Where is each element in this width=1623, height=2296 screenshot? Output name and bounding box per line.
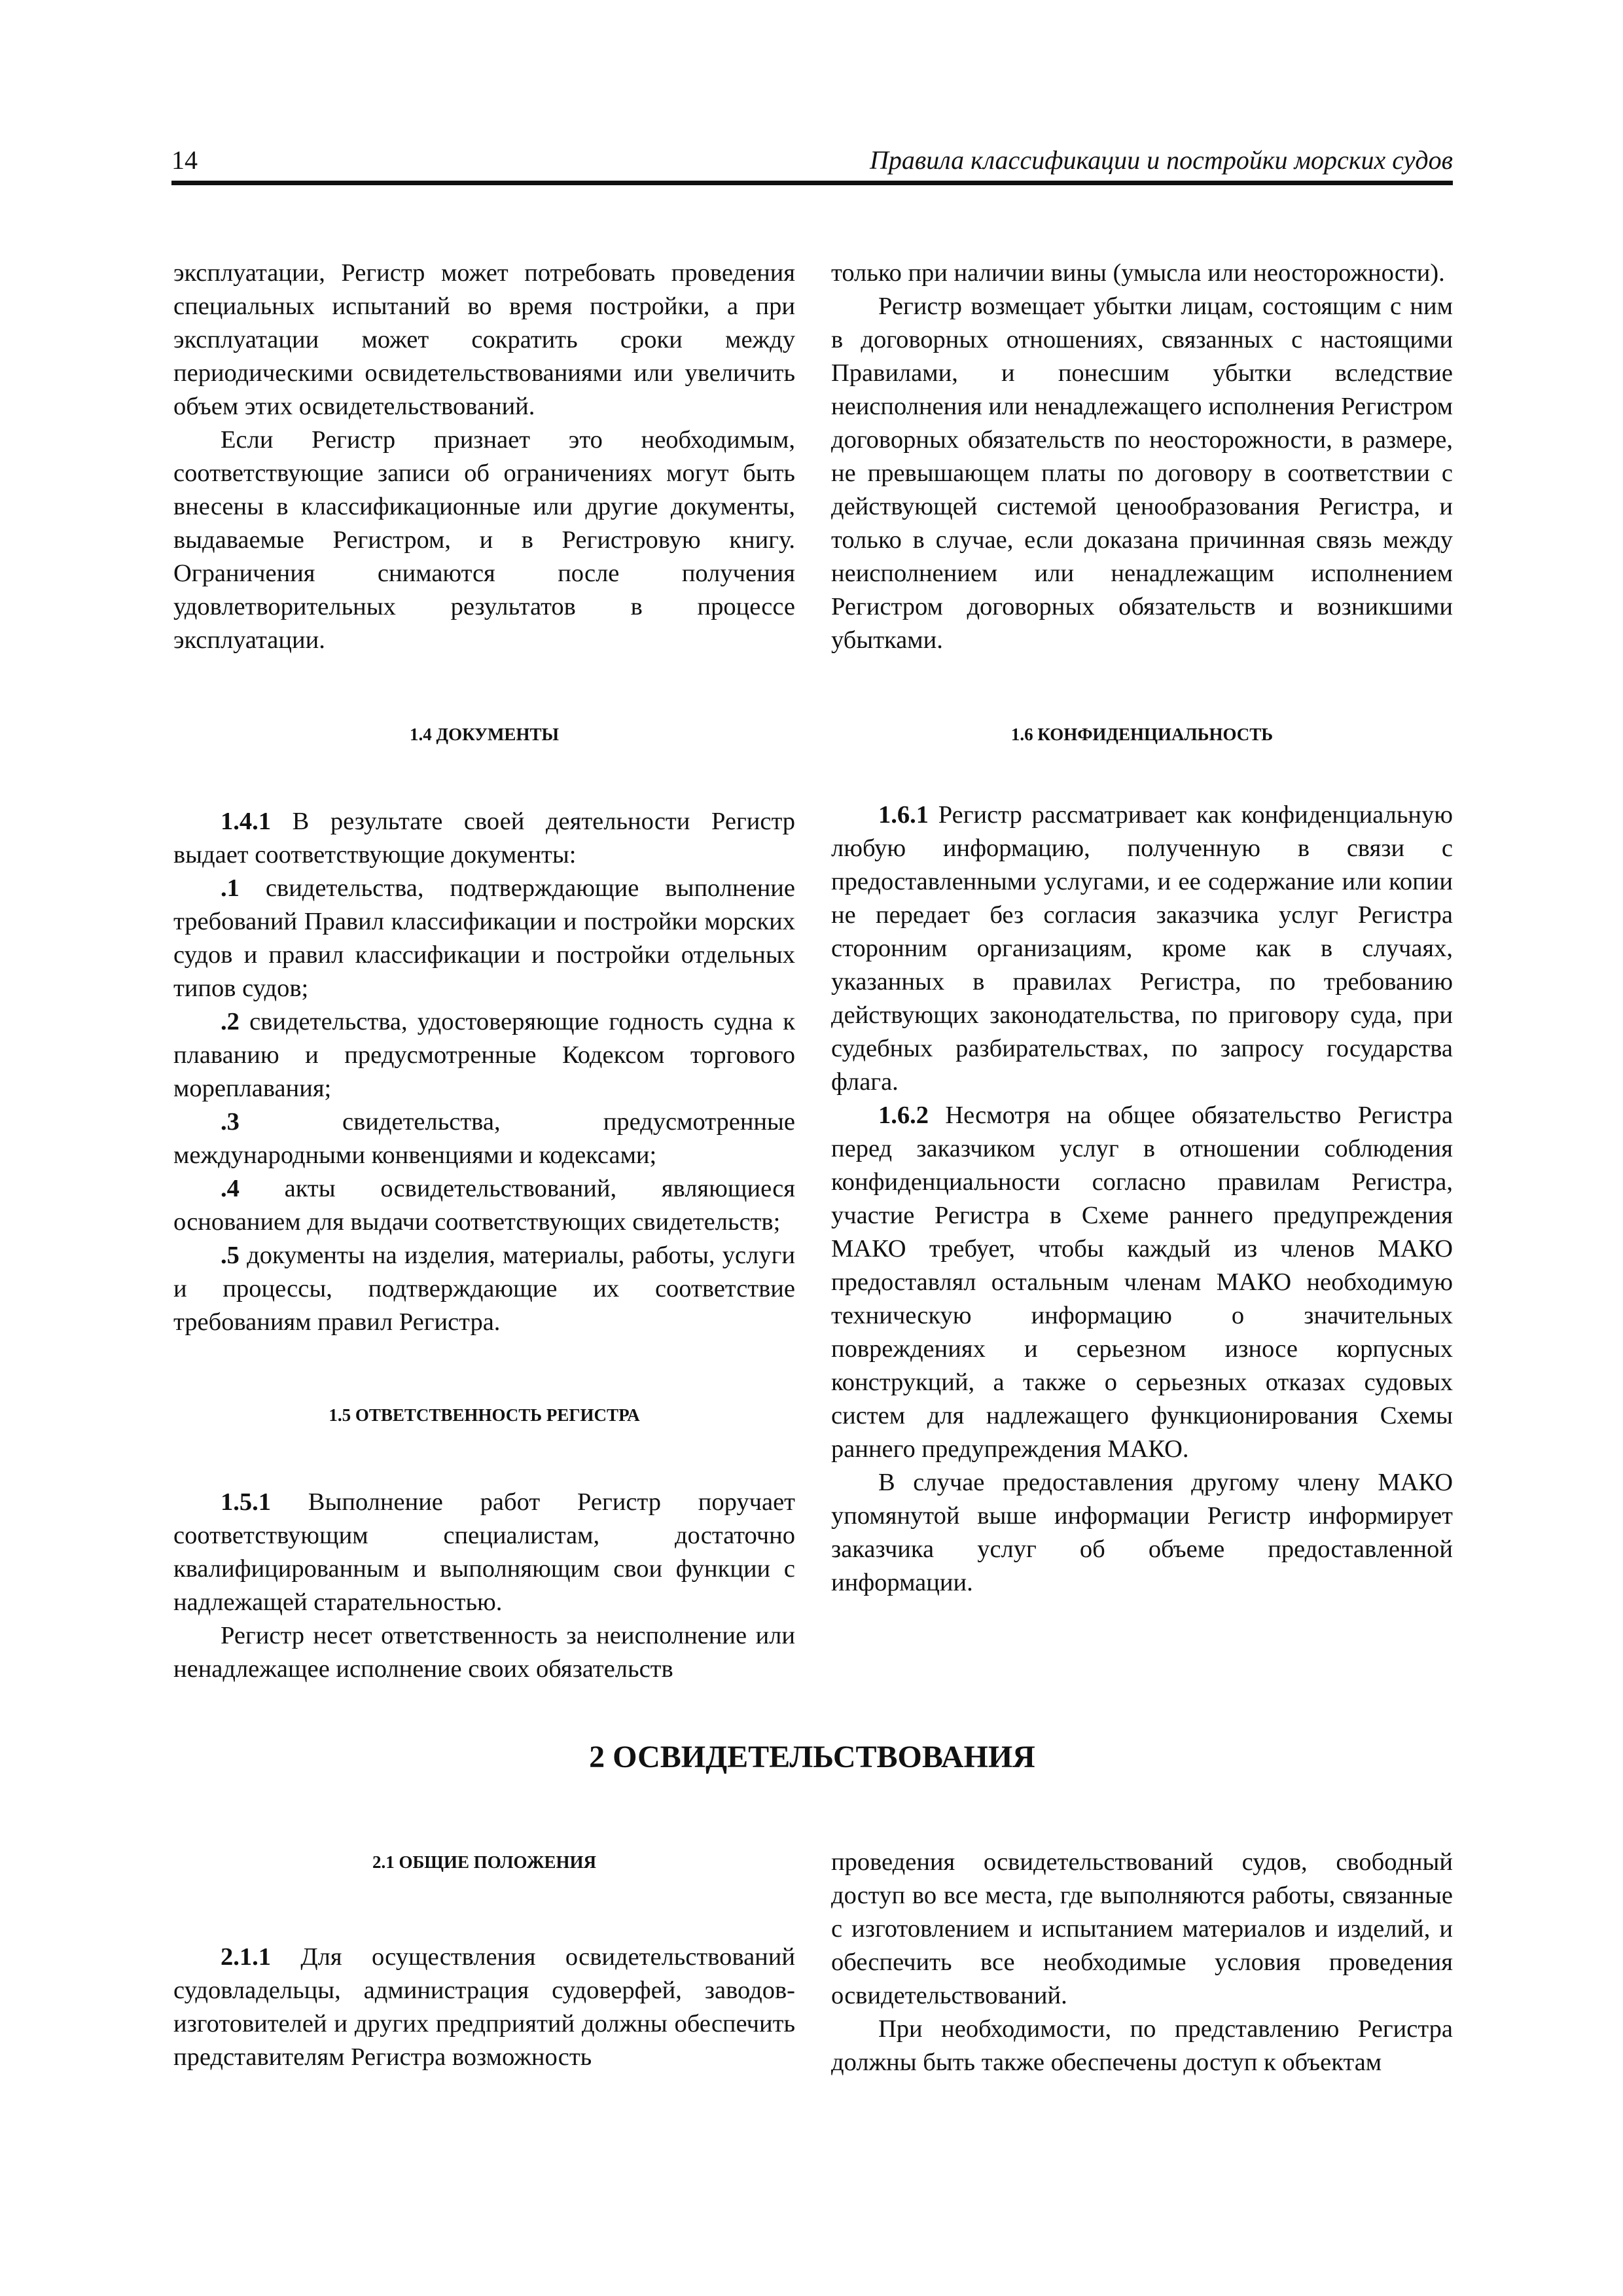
- item-text: свидетельства, предусмотренные международными конвенциями и кодексами;: [173, 1108, 795, 1169]
- paragraph: При необходимости, по представлению Регистра должны быть также обеспечены доступ к объектам: [831, 2015, 1453, 2076]
- item-number: .1: [221, 874, 240, 902]
- clause-text: Выполнение работ Регистр поручает соответствующим специалистам, достаточно квалифицированным и выполняющим свои функции с надлежащей старательностью.: [173, 1488, 795, 1616]
- paragraph-2-1-1: [173, 1941, 795, 2074]
- list-item: [173, 1239, 795, 1339]
- running-title: Правила классификации и постройки морских судов: [869, 145, 1453, 175]
- section-heading-1-5: 1.5 ОТВЕТСТВЕННОСТЬ РЕГИСТРА: [329, 1405, 640, 1425]
- clause-number: 1.6.1: [878, 801, 929, 829]
- left-column-top: [173, 257, 795, 1686]
- paragraph-1-4-1: [173, 805, 795, 872]
- paragraph: только при наличии вины (умысла или неосторожности).: [831, 259, 1445, 287]
- item-text: документы на изделия, материалы, работы, услуги и процессы, подтверждающие их соответствие требованиям правил Регистра.: [173, 1242, 795, 1336]
- clause-text: Регистр рассматривает как конфиденциальную любую информацию, полученную в связи с предоставленными услугами, и ее содержание или копии не передает без согласия заказчика услуг Регистра сторонним организациям, кроме как в случаях, указанных в правилах Регистра, по требованию действующих законодательства, по приговору суда, при судебных разбирательствах, по запросу государства флага.: [831, 801, 1453, 1096]
- paragraph: Регистр возмещает убытки лицам, состоящим с ним в договорных отношениях, связанных с настоящими Правилами, и понесшим убытки вследствие неисполнения или ненадлежащего исполнения Регистром договорных обязательств по неосторожности, в размере, не превышающем платы по договору в соответствии с действующей системой ценообразования Регистра, и только в случае, если доказана причинная связь между неисполнением или ненадлежащим исполнением Регистром договорных обязательств и возникшими убытками.: [831, 293, 1453, 654]
- paragraph-1-6-1: [831, 798, 1453, 1099]
- list-item: [173, 872, 795, 1005]
- item-number: .2: [221, 1008, 240, 1035]
- paragraph: Если Регистр признает это необходимым, соответствующие записи об ограничениях могут быть внесены в классификационные или другие документы, выдаваемые Регистром, и в Регистровую книгу. Ограничения снимаются после получения удовлетворительных результатов в процессе эксплуатации.: [173, 426, 795, 654]
- section-heading-1-4: 1.4 ДОКУМЕНТЫ: [410, 725, 559, 744]
- item-text: акты освидетельствований, являющиеся основанием для выдачи соответствующих свидетельств;: [173, 1175, 795, 1236]
- right-column-bottom: [831, 1846, 1453, 2079]
- paragraph-1-6-2: [831, 1099, 1453, 1466]
- clause-number: 2.1.1: [221, 1943, 271, 1971]
- clause-text: В результате своей деятельности Регистр выдает соответствующие документы:: [173, 808, 795, 869]
- list-item: [173, 1005, 795, 1105]
- item-number: .4: [221, 1175, 240, 1202]
- chapter-title: 2 ОСВИДЕТЕЛЬСТВОВАНИЯ: [589, 1740, 1035, 1774]
- paragraph-1-5-1: [173, 1486, 795, 1619]
- clause-number: 1.4.1: [221, 808, 271, 835]
- paragraph: проведения освидетельствований судов, свободный доступ во все места, где выполняются работы, связанные с изготовлением и испытанием материалов и изделий, и обеспечить все необходимые условия проведения освидетельствований.: [831, 1848, 1453, 2009]
- item-text: свидетельства, удостоверяющие годность судна к плаванию и предусмотренные Кодексом торгового мореплавания;: [173, 1008, 795, 1102]
- item-text: свидетельства, подтверждающие выполнение требований Правил классификации и постройки морских судов и правил классификации и постройки отдельных типов судов;: [173, 874, 795, 1002]
- item-number: .3: [221, 1108, 240, 1136]
- list-item: [173, 1105, 795, 1172]
- section-heading-2-1: 2.1 ОБЩИЕ ПОЛОЖЕНИЯ: [372, 1852, 597, 1872]
- clause-number: 1.5.1: [221, 1488, 271, 1516]
- paragraph: эксплуатации, Регистр может потребовать проведения специальных испытаний во время постройки, а при эксплуатации может сократить сроки между периодическими освидетельствованиями или увеличить объем этих освидетельствований.: [173, 259, 795, 420]
- left-column-bottom: [173, 1849, 795, 2074]
- clause-number: 1.6.2: [878, 1102, 929, 1129]
- item-number: .5: [221, 1242, 240, 1269]
- right-column-top: [831, 257, 1453, 1600]
- page-header: [171, 144, 1453, 185]
- paragraph: В случае предоставления другому члену МАКО упомянутой выше информации Регистр информирует заказчика услуг об объеме предоставленной информации.: [831, 1469, 1453, 1596]
- section-heading-1-6: 1.6 КОНФИДЕНЦИАЛЬНОСТЬ: [1010, 725, 1274, 744]
- clause-text: Несмотря на общее обязательство Регистра перед заказчиком услуг в отношении соблюдения конфиденциальности согласно правилам Регистра, участие Регистра в Схеме раннего предупреждения МАКО требует, чтобы каждый из членов МАКО предоставлял остальным членам МАКО необходимую техническую информацию о значительных повреждениях и серьезном износе корпусных конструкций, а также о серьезных отказах судовых систем для надлежащего функционирования Схемы раннего предупреждения МАКО.: [831, 1102, 1453, 1463]
- page-number: 14: [171, 145, 198, 175]
- list-item: [173, 1172, 795, 1239]
- clause-text: Для осуществления освидетельствований судовладельцы, администрация судоверфей, заводов-изготовителей и других предприятий должны обеспечить представителям Регистра возможность: [173, 1943, 795, 2071]
- paragraph: Регистр несет ответственность за неисполнение или ненадлежащее исполнение своих обязательств: [173, 1622, 795, 1683]
